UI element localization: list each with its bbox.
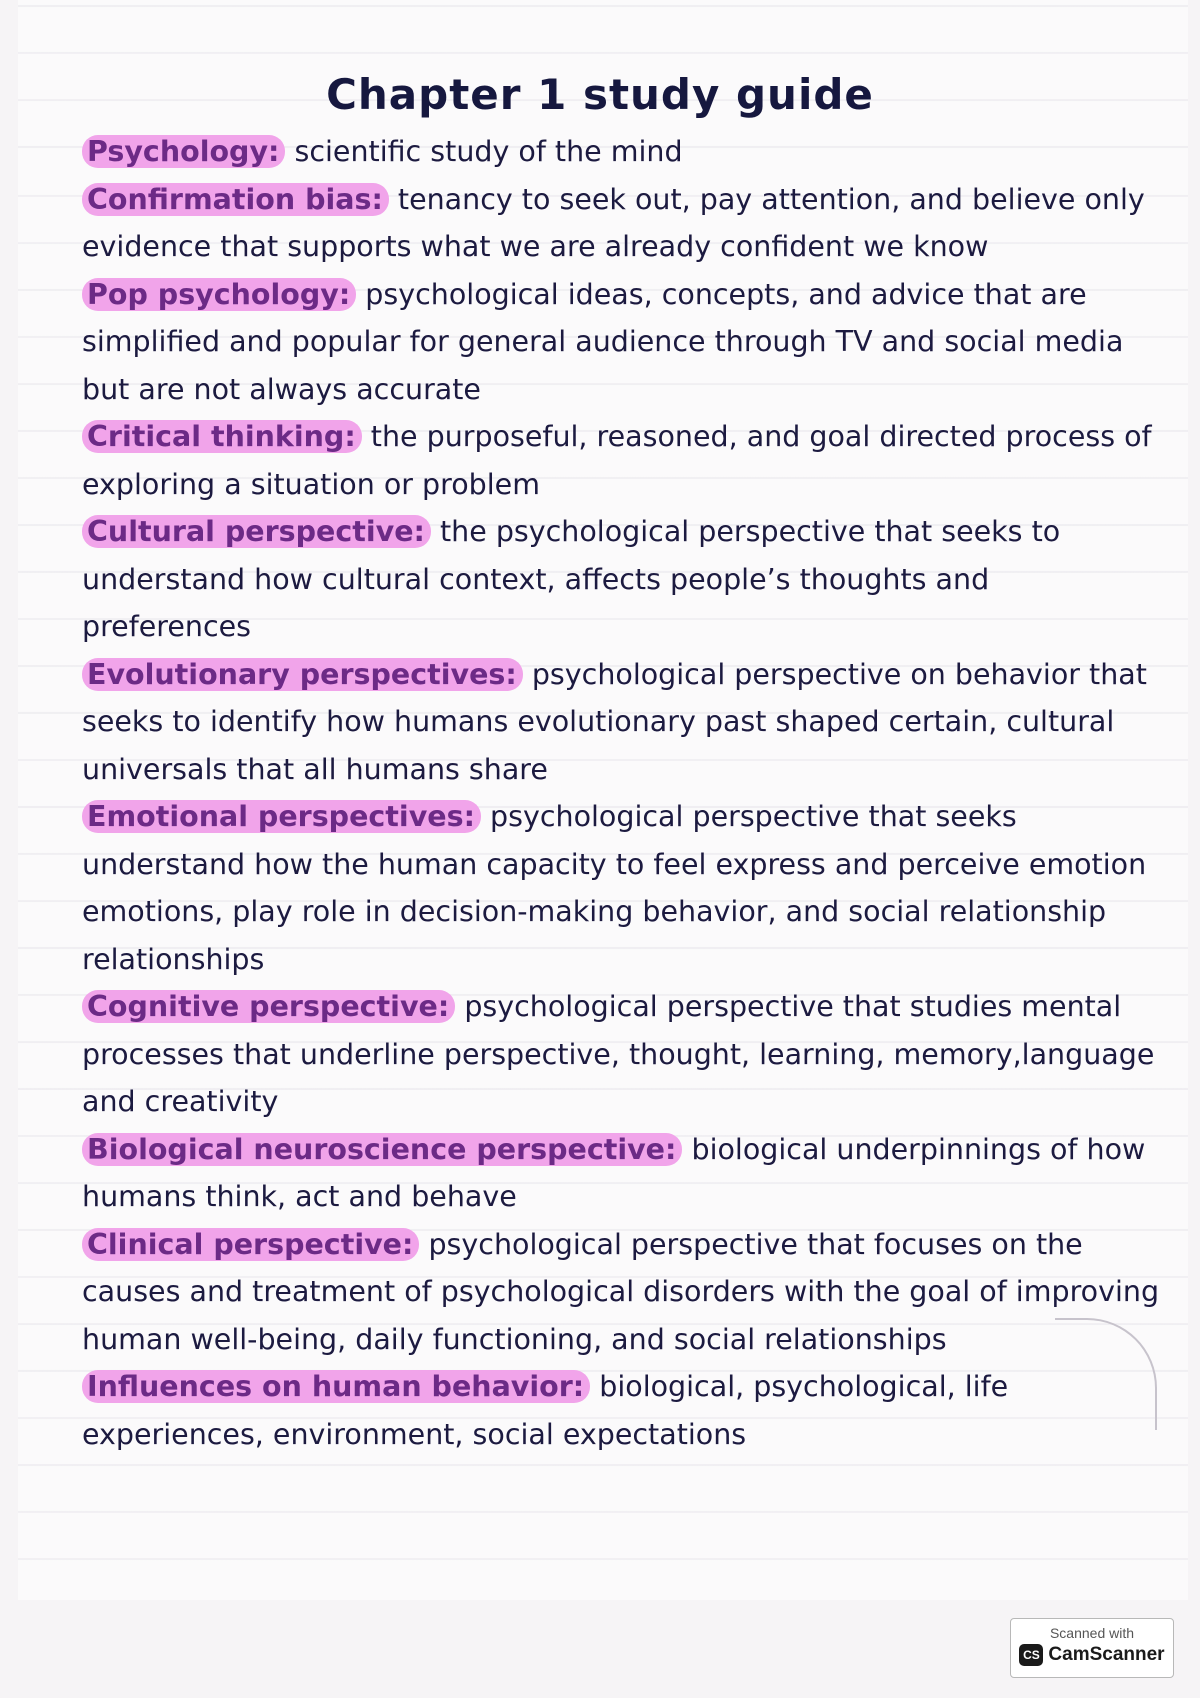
note-entry <box>82 983 1167 1126</box>
note-definition: psychological ideas, concepts, and advice that are simplified and popular for general audience through TV and social media but are not always accurate <box>82 277 1124 406</box>
note-entry <box>82 1126 1167 1221</box>
note-definition: psychological perspective on behavior that seeks to identify how humans evolutionary past shaped certain, cultural universals that all humans share <box>82 657 1147 786</box>
note-entry <box>82 508 1167 651</box>
note-term: Pop psychology: <box>82 278 356 311</box>
camscanner-icon: CS <box>1019 1644 1043 1666</box>
note-term: Critical thinking: <box>82 420 362 453</box>
note-definition: the psychological perspective that seeks to understand how cultural context, affects people’s thoughts and preferences <box>82 515 1061 643</box>
note-entry <box>82 651 1167 794</box>
note-definition: psychological perspective that seeks understand how the human capacity to feel express and perceive emotion emotions, play role in decision-making behavior, and social relationship relationships <box>82 800 1147 976</box>
note-term: Influences on human behavior: <box>82 1370 590 1403</box>
note-definition: psychological perspective that focuses on the causes and treatment of psychological disorders with the goal of improving human well-being, daily functioning, and social relationships <box>82 1227 1160 1356</box>
note-definition: the purposeful, reasoned, and goal directed process of exploring a situation or problem <box>82 420 1152 501</box>
scanner-watermark <box>1010 1618 1174 1678</box>
note-term: Cultural perspective: <box>82 515 431 548</box>
note-entry <box>82 793 1167 983</box>
note-term: Clinical perspective: <box>82 1228 419 1261</box>
watermark-name: CamScanner <box>1048 1644 1165 1665</box>
watermark-brand <box>1011 1644 1173 1666</box>
note-entry <box>82 413 1167 508</box>
note-term: Emotional perspectives: <box>82 800 481 833</box>
note-entry <box>82 1363 1167 1458</box>
watermark-caption: Scanned with <box>1049 1625 1135 1641</box>
note-definition: biological, psychological, life experiences, environment, social expectations <box>82 1370 1009 1451</box>
notes-list <box>82 128 1167 1458</box>
page-title: Chapter 1 study guide <box>326 70 874 120</box>
note-term: Cognitive perspective: <box>82 990 455 1023</box>
note-entry <box>82 1221 1167 1364</box>
note-entry <box>82 128 1167 176</box>
note-term: Psychology: <box>82 135 285 168</box>
note-term: Evolutionary perspectives: <box>82 658 523 691</box>
note-entry <box>82 271 1167 414</box>
note-definition: scientific study of the mind <box>294 135 683 168</box>
note-definition: tenancy to seek out, pay attention, and believe only evidence that supports what we are already confident we know <box>82 182 1145 263</box>
note-term: Confirmation bias: <box>82 183 389 216</box>
note-definition: biological underpinnings of how humans think, act and behave <box>82 1132 1146 1213</box>
note-definition: psychological perspective that studies mental processes that underline perspective, thought, learning, memory,language and creativity <box>82 990 1155 1118</box>
note-term: Biological neuroscience perspective: <box>82 1133 682 1166</box>
note-entry <box>82 176 1167 271</box>
